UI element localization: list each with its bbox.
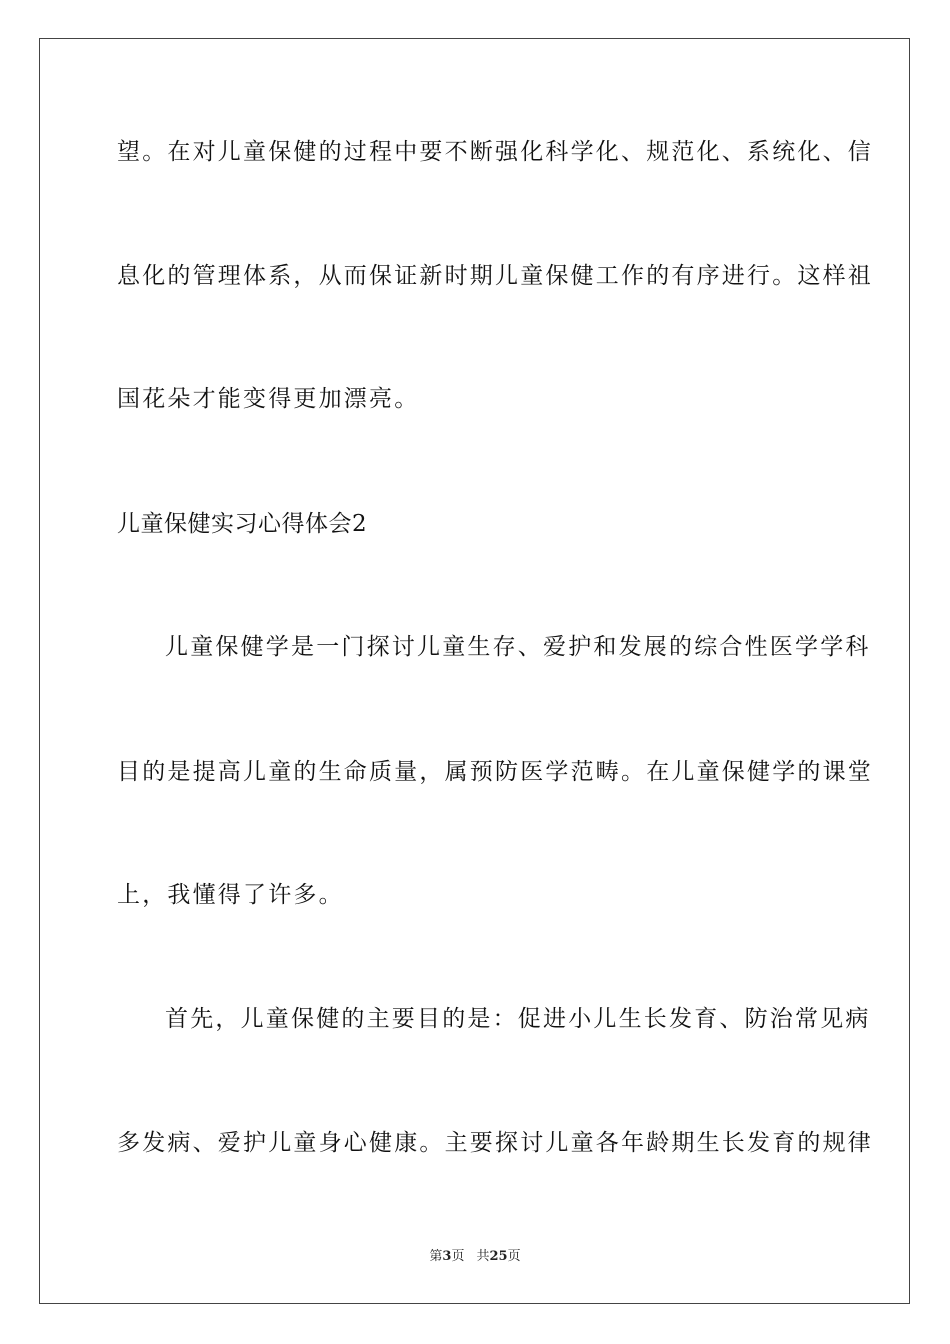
page-current: 3: [442, 1249, 452, 1264]
section-heading: 儿童保健实习心得体会2: [117, 511, 368, 537]
body-text-line: 儿童保健学是一门探讨儿童生存、爱护和发展的综合性医学学科: [165, 634, 871, 660]
page-total: 25: [489, 1249, 508, 1264]
page-footer: [0, 1248, 950, 1266]
body-text-line: 国花朵才能变得更加漂亮。: [117, 386, 420, 412]
total-prefix: 共: [476, 1249, 490, 1264]
body-text-line: 多发病、爱护儿童身心健康。主要探讨儿童各年龄期生长发育的规律: [117, 1130, 873, 1156]
body-text-line: 目的是提高儿童的生命质量，属预防医学范畴。在儿童保健学的课堂: [117, 759, 873, 785]
page-prefix: 第: [429, 1249, 443, 1264]
body-text-line: 望。在对儿童保健的过程中要不断强化科学化、规范化、系统化、信: [117, 139, 873, 165]
body-text-line: 息化的管理体系，从而保证新时期儿童保健工作的有序进行。这样祖: [117, 263, 873, 289]
page-border: [39, 38, 910, 1304]
body-text-line: 上，我懂得了许多。: [117, 882, 344, 908]
total-suffix: 页: [507, 1249, 521, 1264]
body-text-line: 首先，儿童保健的主要目的是：促进小儿生长发育、防治常见病: [165, 1006, 871, 1032]
page-suffix: 页: [451, 1249, 465, 1264]
